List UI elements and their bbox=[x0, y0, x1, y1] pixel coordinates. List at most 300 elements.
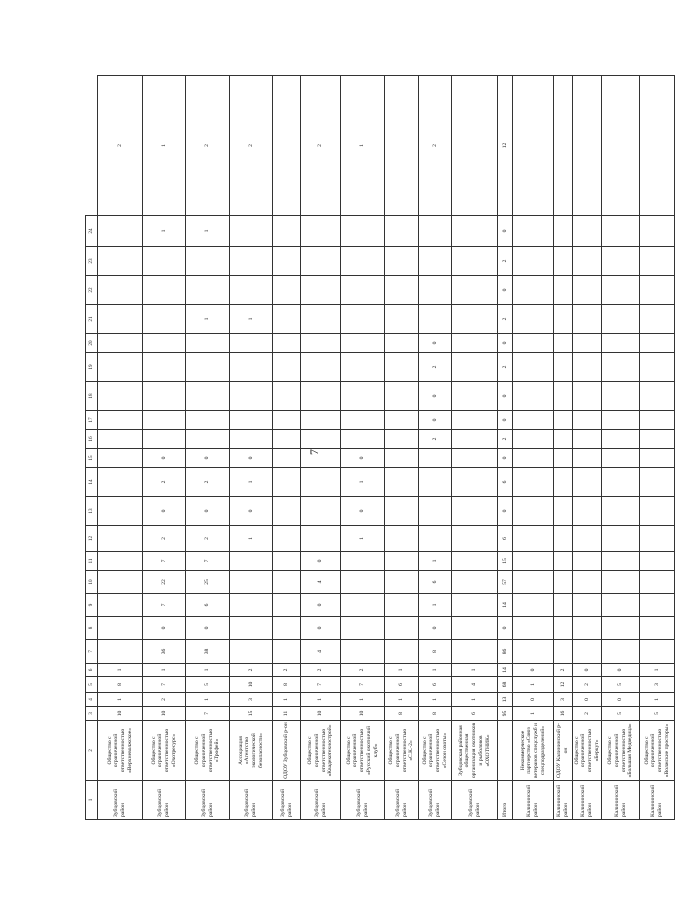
value-cell: 15 bbox=[498, 552, 513, 571]
value-cell: 5 bbox=[602, 677, 640, 693]
value-cell bbox=[602, 353, 640, 382]
value-cell bbox=[554, 640, 573, 664]
value-cell bbox=[98, 216, 143, 247]
value-cell: 1 bbox=[230, 468, 273, 497]
value-cell: 1 bbox=[513, 677, 554, 693]
value-cell: 68 bbox=[498, 677, 513, 693]
value-cell: 0 bbox=[230, 449, 273, 468]
value-cell: 1 bbox=[341, 468, 385, 497]
value-cell bbox=[419, 497, 452, 526]
value-cell bbox=[602, 526, 640, 552]
value-cell bbox=[341, 305, 385, 334]
value-cell bbox=[573, 276, 602, 305]
value-cell: 2 bbox=[419, 430, 452, 449]
value-cell bbox=[273, 353, 301, 382]
column-number-cell: 4 bbox=[86, 693, 98, 707]
value-cell bbox=[602, 449, 640, 468]
value-cell bbox=[341, 617, 385, 640]
value-cell bbox=[273, 571, 301, 594]
district-cell: Зубцовский район bbox=[143, 781, 186, 820]
value-cell bbox=[573, 430, 602, 449]
value-cell: 0 bbox=[186, 617, 230, 640]
value-cell bbox=[640, 76, 675, 216]
value-cell bbox=[98, 411, 143, 430]
value-cell bbox=[419, 468, 452, 497]
value-cell: 10 bbox=[143, 707, 186, 721]
organization-cell: Общество с ограниченной ответственностью «Беркут» bbox=[573, 721, 602, 781]
value-cell: 5 bbox=[186, 677, 230, 693]
table-row bbox=[513, 76, 554, 820]
table-row bbox=[98, 76, 143, 820]
value-cell bbox=[301, 305, 341, 334]
value-cell bbox=[554, 526, 573, 552]
value-cell: 0 bbox=[573, 664, 602, 677]
value-cell bbox=[419, 276, 452, 305]
organization-cell: Ассоциация «Агентство экологической безопасности» bbox=[230, 721, 273, 781]
value-cell bbox=[301, 468, 341, 497]
value-cell bbox=[273, 617, 301, 640]
value-cell bbox=[98, 247, 143, 276]
organization-cell: Общество с ограниченной ответственностью «Русский охотничий клуб» bbox=[341, 721, 385, 781]
value-cell: 1 bbox=[452, 693, 498, 707]
value-cell: 7 bbox=[301, 677, 341, 693]
value-cell bbox=[554, 276, 573, 305]
value-cell: 1 bbox=[230, 305, 273, 334]
value-cell: 1 bbox=[513, 707, 554, 721]
value-cell bbox=[273, 640, 301, 664]
value-cell: 1 bbox=[143, 76, 186, 216]
value-cell bbox=[554, 617, 573, 640]
value-cell bbox=[98, 430, 143, 449]
value-cell: 0 bbox=[143, 449, 186, 468]
value-cell: 7 bbox=[143, 677, 186, 693]
value-cell bbox=[98, 552, 143, 571]
value-cell: 0 bbox=[498, 411, 513, 430]
value-cell bbox=[452, 552, 498, 571]
value-cell bbox=[452, 411, 498, 430]
column-number-cell: 22 bbox=[86, 276, 98, 305]
value-cell: 8 bbox=[98, 677, 143, 693]
value-cell bbox=[301, 382, 341, 411]
value-cell bbox=[385, 468, 419, 497]
value-cell: 6 bbox=[452, 707, 498, 721]
value-cell bbox=[341, 594, 385, 617]
value-cell bbox=[385, 594, 419, 617]
value-cell bbox=[640, 216, 675, 247]
value-cell bbox=[143, 430, 186, 449]
value-cell: 0 bbox=[498, 216, 513, 247]
value-cell bbox=[230, 594, 273, 617]
column-number-cell: 5 bbox=[86, 677, 98, 693]
value-cell bbox=[230, 617, 273, 640]
table-header-row bbox=[86, 76, 98, 820]
value-cell: 1 bbox=[419, 552, 452, 571]
value-cell bbox=[186, 411, 230, 430]
organization-cell: ОДОУ Калининский р-он bbox=[554, 721, 573, 781]
value-cell bbox=[385, 305, 419, 334]
value-cell bbox=[602, 247, 640, 276]
value-cell bbox=[385, 430, 419, 449]
value-cell bbox=[513, 247, 554, 276]
value-cell bbox=[301, 276, 341, 305]
value-cell bbox=[640, 552, 675, 571]
column-number-cell: 1 bbox=[86, 781, 98, 820]
column-number-cell: 9 bbox=[86, 594, 98, 617]
column-number-cell: 24 bbox=[86, 216, 98, 247]
value-cell: 14 bbox=[498, 664, 513, 677]
value-cell bbox=[230, 276, 273, 305]
value-cell bbox=[341, 571, 385, 594]
district-cell: Калининский район bbox=[513, 781, 554, 820]
value-cell bbox=[186, 382, 230, 411]
value-cell bbox=[573, 305, 602, 334]
value-cell bbox=[385, 617, 419, 640]
value-cell: 1 bbox=[98, 664, 143, 677]
value-cell bbox=[98, 334, 143, 353]
value-cell: 1 bbox=[640, 664, 675, 677]
value-cell: 1 bbox=[419, 664, 452, 677]
value-cell: 6 bbox=[419, 677, 452, 693]
value-cell: 0 bbox=[498, 382, 513, 411]
value-cell bbox=[602, 334, 640, 353]
value-cell: 1 bbox=[419, 693, 452, 707]
value-cell bbox=[230, 430, 273, 449]
value-cell bbox=[602, 594, 640, 617]
column-number-cell: 13 bbox=[86, 497, 98, 526]
value-cell bbox=[186, 353, 230, 382]
district-cell: Калининский район bbox=[554, 781, 573, 820]
value-cell bbox=[640, 305, 675, 334]
value-cell bbox=[452, 76, 498, 216]
value-cell bbox=[573, 594, 602, 617]
column-number-cell: 2 bbox=[86, 721, 98, 781]
value-cell bbox=[513, 640, 554, 664]
value-cell bbox=[452, 640, 498, 664]
value-cell: 2 bbox=[498, 247, 513, 276]
value-cell bbox=[186, 247, 230, 276]
value-cell: 2 bbox=[419, 76, 452, 216]
value-cell bbox=[230, 353, 273, 382]
value-cell bbox=[341, 640, 385, 664]
value-cell bbox=[554, 353, 573, 382]
value-cell bbox=[452, 526, 498, 552]
value-cell bbox=[513, 468, 554, 497]
value-cell bbox=[513, 526, 554, 552]
value-cell bbox=[385, 382, 419, 411]
table-row bbox=[452, 76, 498, 820]
value-cell bbox=[143, 353, 186, 382]
value-cell: 95 bbox=[498, 707, 513, 721]
value-cell bbox=[341, 334, 385, 353]
value-cell: 2 bbox=[143, 526, 186, 552]
value-cell bbox=[640, 247, 675, 276]
value-cell: 1 bbox=[186, 216, 230, 247]
value-cell bbox=[273, 497, 301, 526]
value-cell bbox=[554, 552, 573, 571]
table-row bbox=[573, 76, 602, 820]
value-cell bbox=[602, 276, 640, 305]
value-cell bbox=[385, 526, 419, 552]
value-cell bbox=[301, 247, 341, 276]
value-cell bbox=[602, 617, 640, 640]
value-cell bbox=[385, 247, 419, 276]
value-cell: 0 bbox=[498, 276, 513, 305]
value-cell bbox=[452, 571, 498, 594]
value-cell: 7 bbox=[186, 552, 230, 571]
value-cell bbox=[273, 449, 301, 468]
column-number-cell: 11 bbox=[86, 552, 98, 571]
value-cell bbox=[554, 449, 573, 468]
value-cell: 7 bbox=[143, 594, 186, 617]
value-cell bbox=[573, 497, 602, 526]
district-cell: Зубцовский район bbox=[419, 781, 452, 820]
organization-cell: Общество с ограниченной ответственностью «Волжские просторы» bbox=[640, 721, 675, 781]
value-cell bbox=[385, 216, 419, 247]
column-number-cell: 14 bbox=[86, 468, 98, 497]
value-cell bbox=[452, 617, 498, 640]
value-cell bbox=[513, 411, 554, 430]
district-cell: Зубцовский район bbox=[452, 781, 498, 820]
value-cell: 0 bbox=[230, 497, 273, 526]
column-number-cell: 12 bbox=[86, 526, 98, 552]
column-number-cell: 16 bbox=[86, 430, 98, 449]
value-cell bbox=[452, 382, 498, 411]
value-cell bbox=[143, 334, 186, 353]
value-cell bbox=[573, 216, 602, 247]
value-cell bbox=[573, 76, 602, 216]
value-cell: 7 bbox=[143, 552, 186, 571]
value-cell bbox=[301, 449, 341, 468]
value-cell: 5 bbox=[640, 707, 675, 721]
table-row bbox=[602, 76, 640, 820]
value-cell: 0 bbox=[602, 664, 640, 677]
value-cell: 10 bbox=[301, 707, 341, 721]
value-cell: 0 bbox=[498, 334, 513, 353]
value-cell: 6 bbox=[419, 571, 452, 594]
value-cell bbox=[573, 353, 602, 382]
value-cell bbox=[513, 276, 554, 305]
column-number-cell: 18 bbox=[86, 382, 98, 411]
value-cell bbox=[573, 247, 602, 276]
value-cell: 0 bbox=[602, 693, 640, 707]
value-cell bbox=[554, 334, 573, 353]
value-cell bbox=[573, 382, 602, 411]
district-cell: Зубцовский район bbox=[186, 781, 230, 820]
column-number-cell: 10 bbox=[86, 571, 98, 594]
table-row bbox=[498, 76, 513, 820]
value-cell bbox=[513, 353, 554, 382]
value-cell: 0 bbox=[143, 497, 186, 526]
value-cell bbox=[452, 216, 498, 247]
value-cell bbox=[419, 449, 452, 468]
value-cell bbox=[230, 382, 273, 411]
value-cell bbox=[452, 468, 498, 497]
value-cell: 2 bbox=[186, 76, 230, 216]
value-cell bbox=[640, 571, 675, 594]
value-cell bbox=[573, 552, 602, 571]
value-cell bbox=[640, 594, 675, 617]
value-cell: 2 bbox=[498, 353, 513, 382]
value-cell bbox=[143, 305, 186, 334]
table-row bbox=[385, 76, 419, 820]
value-cell bbox=[341, 430, 385, 449]
column-number-cell: 7 bbox=[86, 640, 98, 664]
value-cell bbox=[452, 449, 498, 468]
value-cell bbox=[452, 430, 498, 449]
value-cell: 7 bbox=[341, 677, 385, 693]
column-number-cell: 15 bbox=[86, 449, 98, 468]
value-cell bbox=[341, 411, 385, 430]
value-cell: 7 bbox=[186, 707, 230, 721]
table-row bbox=[640, 76, 675, 820]
value-cell: 6 bbox=[385, 677, 419, 693]
value-cell bbox=[143, 276, 186, 305]
value-cell bbox=[602, 571, 640, 594]
value-cell bbox=[602, 411, 640, 430]
value-cell bbox=[273, 382, 301, 411]
value-cell: 0 bbox=[186, 449, 230, 468]
value-cell bbox=[98, 571, 143, 594]
value-cell: 0 bbox=[419, 382, 452, 411]
value-cell bbox=[419, 526, 452, 552]
value-cell: 0 bbox=[419, 334, 452, 353]
value-cell: 3 bbox=[554, 693, 573, 707]
value-cell: 6 bbox=[186, 594, 230, 617]
value-cell: 0 bbox=[573, 693, 602, 707]
value-cell bbox=[143, 411, 186, 430]
value-cell: 1 bbox=[143, 664, 186, 677]
district-cell: Калининский район bbox=[602, 781, 640, 820]
value-cell: 36 bbox=[143, 640, 186, 664]
value-cell bbox=[640, 526, 675, 552]
district-cell: Зубцовский район bbox=[98, 781, 143, 820]
value-cell bbox=[98, 449, 143, 468]
value-cell bbox=[602, 640, 640, 664]
value-cell bbox=[573, 617, 602, 640]
value-cell bbox=[554, 382, 573, 411]
value-cell bbox=[419, 247, 452, 276]
district-cell: Зубцовский район bbox=[273, 781, 301, 820]
value-cell bbox=[513, 552, 554, 571]
value-cell bbox=[98, 526, 143, 552]
value-cell: 2 bbox=[230, 664, 273, 677]
value-cell bbox=[513, 382, 554, 411]
value-cell: 1 bbox=[273, 693, 301, 707]
value-cell bbox=[301, 430, 341, 449]
value-cell bbox=[273, 552, 301, 571]
value-cell bbox=[554, 216, 573, 247]
value-cell bbox=[452, 353, 498, 382]
value-cell: 1 bbox=[419, 594, 452, 617]
value-cell: 3 bbox=[230, 693, 273, 707]
value-cell bbox=[230, 334, 273, 353]
organization-cell: ОДОУ Зубцовский р-он bbox=[273, 721, 301, 781]
column-number-cell: 20 bbox=[86, 334, 98, 353]
value-cell bbox=[640, 497, 675, 526]
value-cell bbox=[385, 640, 419, 664]
organization-cell bbox=[498, 721, 513, 781]
value-cell bbox=[513, 334, 554, 353]
value-cell bbox=[341, 382, 385, 411]
value-cell: 10 bbox=[230, 677, 273, 693]
value-cell: 2 bbox=[230, 76, 273, 216]
rotated-table-wrapper bbox=[85, 75, 670, 820]
value-cell: 0 bbox=[513, 693, 554, 707]
value-cell bbox=[419, 216, 452, 247]
value-cell bbox=[385, 411, 419, 430]
value-cell bbox=[602, 430, 640, 449]
table-row bbox=[419, 76, 452, 820]
value-cell: 2 bbox=[498, 305, 513, 334]
value-cell bbox=[301, 497, 341, 526]
value-cell bbox=[301, 216, 341, 247]
value-cell bbox=[273, 594, 301, 617]
value-cell: 1 bbox=[385, 693, 419, 707]
value-cell: 5 bbox=[602, 707, 640, 721]
value-cell: 2 bbox=[498, 430, 513, 449]
value-cell bbox=[640, 276, 675, 305]
value-cell bbox=[452, 334, 498, 353]
value-cell bbox=[554, 571, 573, 594]
value-cell: 0 bbox=[419, 617, 452, 640]
table-row bbox=[186, 76, 230, 820]
value-cell bbox=[573, 449, 602, 468]
value-cell bbox=[602, 468, 640, 497]
value-cell: 2 bbox=[273, 664, 301, 677]
value-cell bbox=[273, 526, 301, 552]
value-cell: 2 bbox=[573, 677, 602, 693]
value-cell bbox=[341, 552, 385, 571]
value-cell bbox=[230, 552, 273, 571]
value-cell bbox=[573, 334, 602, 353]
district-cell: Зубцовский район bbox=[301, 781, 341, 820]
value-cell: 57 bbox=[498, 571, 513, 594]
value-cell bbox=[385, 334, 419, 353]
value-cell: 0 bbox=[301, 594, 341, 617]
value-cell bbox=[554, 594, 573, 617]
value-cell: 25 bbox=[186, 571, 230, 594]
value-cell bbox=[452, 594, 498, 617]
organization-cell: Зубцовская районная общественная организация охотников и рыболовов «ОХОТНИК» bbox=[452, 721, 498, 781]
value-cell bbox=[573, 411, 602, 430]
value-cell: 2 bbox=[419, 353, 452, 382]
organization-cell: Некоммерческое партнерство «Союз ветеранов спецслужб и спецподразделений» bbox=[513, 721, 554, 781]
value-cell bbox=[273, 411, 301, 430]
value-cell bbox=[385, 276, 419, 305]
value-cell: 8 bbox=[385, 707, 419, 721]
value-cell bbox=[640, 449, 675, 468]
value-cell bbox=[554, 247, 573, 276]
value-cell bbox=[513, 617, 554, 640]
value-cell bbox=[230, 411, 273, 430]
value-cell bbox=[98, 382, 143, 411]
value-cell: 10 bbox=[341, 707, 385, 721]
value-cell bbox=[385, 571, 419, 594]
value-cell bbox=[640, 430, 675, 449]
value-cell: 0 bbox=[341, 497, 385, 526]
value-cell: 1 bbox=[98, 693, 143, 707]
value-cell bbox=[143, 382, 186, 411]
value-cell: 1 bbox=[230, 526, 273, 552]
organization-cell: Общество с ограниченной ответственностью «Большая Медведица» bbox=[602, 721, 640, 781]
value-cell bbox=[640, 382, 675, 411]
page-number: 7 bbox=[307, 449, 321, 455]
value-cell bbox=[573, 526, 602, 552]
district-cell: Зубцовский район bbox=[230, 781, 273, 820]
table-row bbox=[341, 76, 385, 820]
value-cell bbox=[513, 305, 554, 334]
organization-cell: Общество с ограниченной ответственностью «Охотресурс» bbox=[143, 721, 186, 781]
